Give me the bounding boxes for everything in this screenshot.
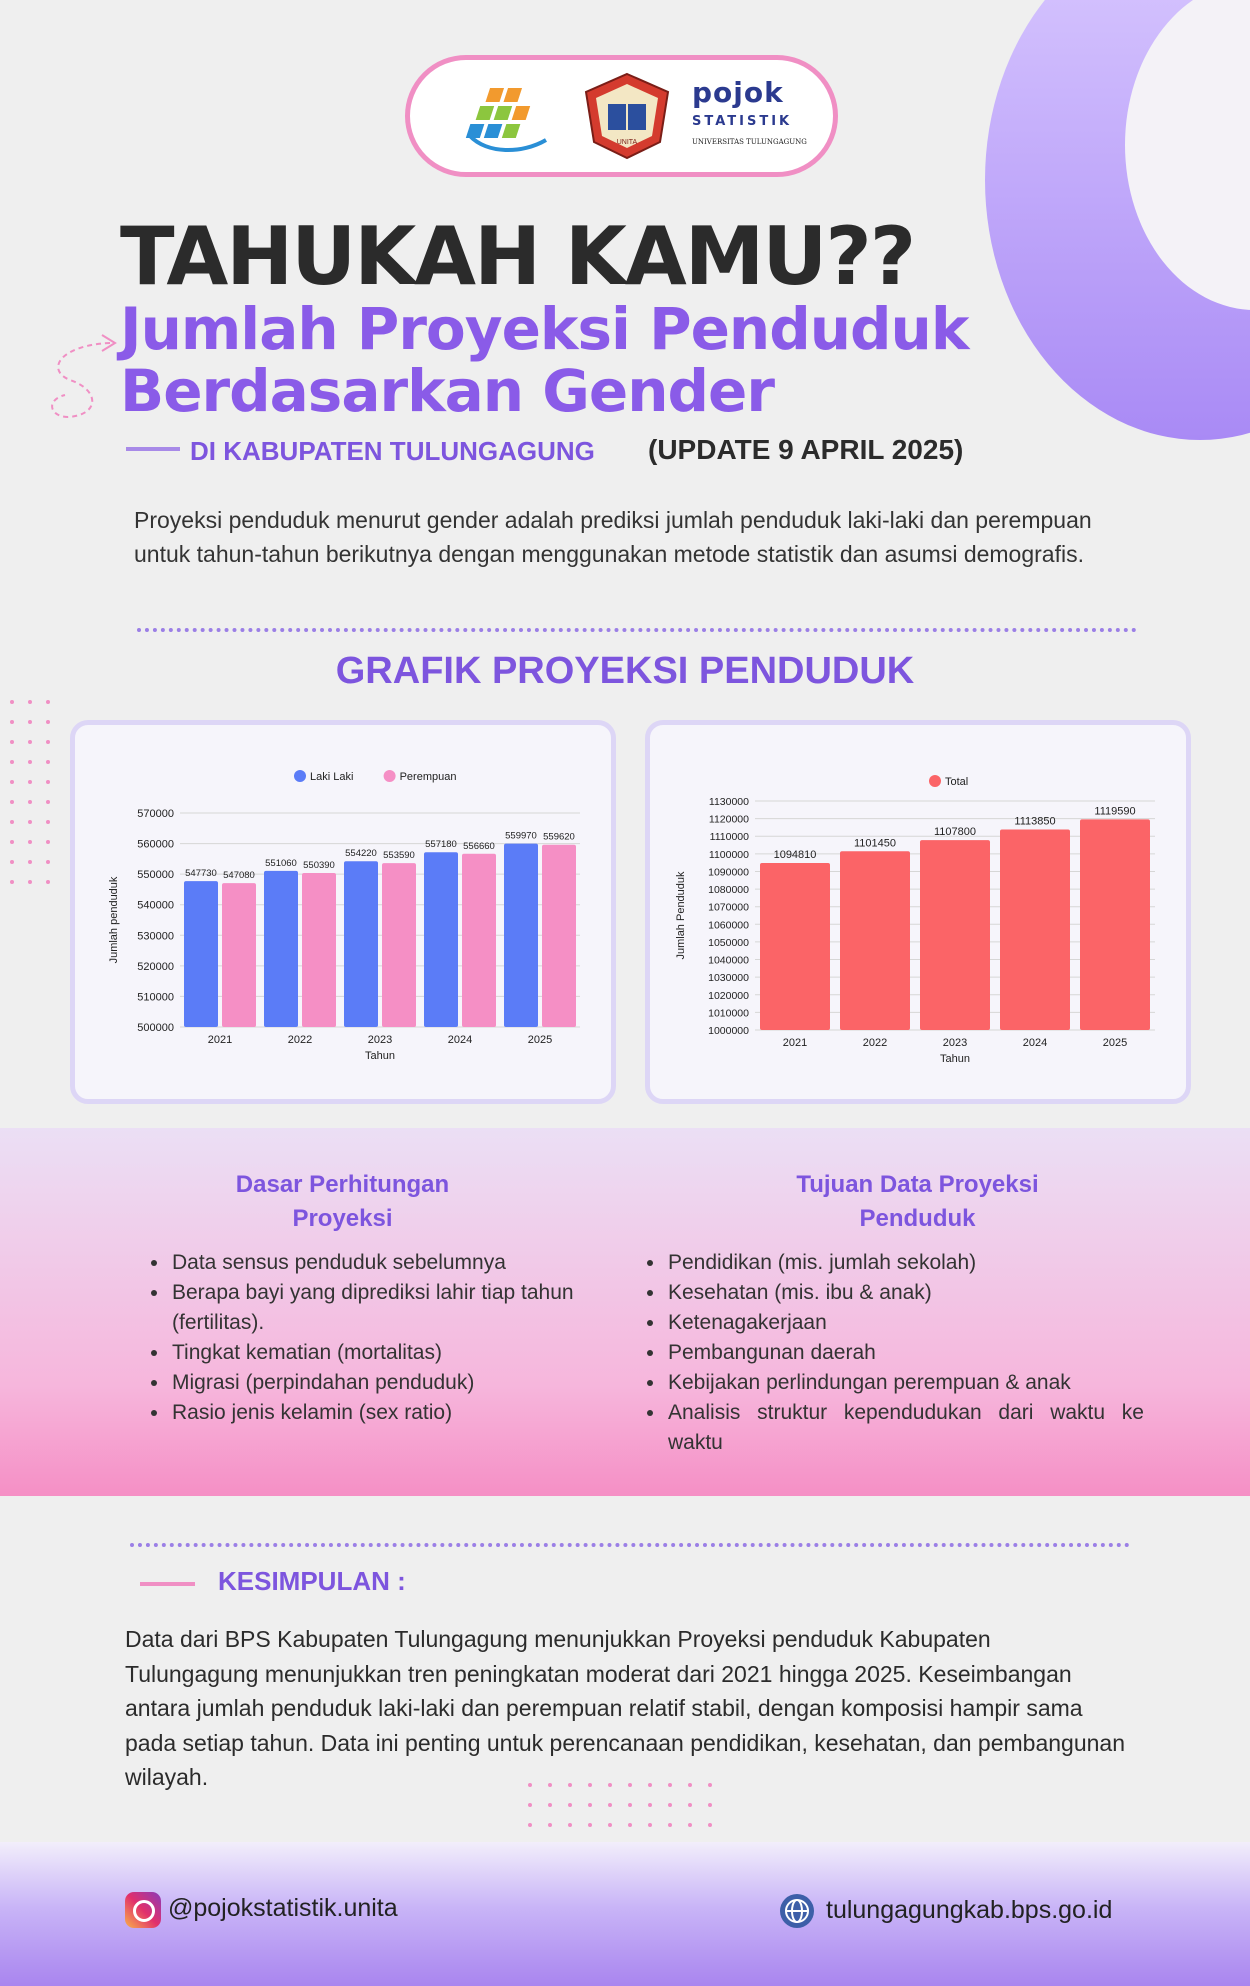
data-label: 557180 xyxy=(425,839,457,851)
legend-swatch xyxy=(294,770,306,782)
tujuan-item: • Ketenagakerjaan xyxy=(666,1308,1144,1338)
x-tick-label: 2022 xyxy=(287,1034,313,1046)
y-axis-title: Jumlah Penduduk xyxy=(675,871,687,960)
data-label: 1119590 xyxy=(1094,805,1136,818)
location-label: DI KABUPATEN TULUNGAGUNG xyxy=(190,436,595,466)
bps-logo xyxy=(462,82,558,158)
legend-label: Laki Laki xyxy=(310,771,354,783)
data-label: 559970 xyxy=(505,830,537,842)
chart-section-title: GRAFIK PROYEKSI PENDUDUK xyxy=(335,650,915,692)
dasar-item: • Migrasi (perpindahan penduduk) xyxy=(170,1368,616,1398)
pojok-logo-subtitle: STATISTIK xyxy=(692,114,793,129)
subtitle-line-2: Berdasarkan Gender xyxy=(120,357,774,425)
instagram-icon xyxy=(125,1892,161,1928)
main-title: TAHUKAH KAMU?? xyxy=(120,210,915,303)
gender-bar-chart xyxy=(75,725,611,1099)
y-tick-label: 1010000 xyxy=(708,1007,749,1020)
bar xyxy=(504,844,538,1027)
data-label: 1107800 xyxy=(933,826,977,839)
pojok-logo-university: UNIVERSITAS TULUNGAGUNG xyxy=(692,138,807,146)
instagram-handle[interactable]: @pojokstatistik.unita xyxy=(168,1894,398,1922)
x-axis-title: Tahun xyxy=(940,1053,970,1065)
y-axis-title: Jumlah penduduk xyxy=(108,876,120,964)
y-tick-label: 1130000 xyxy=(708,796,749,808)
tujuan-item: • Kebijakan perlindungan perempuan & anak xyxy=(666,1368,1144,1398)
dasar-item: • Tingkat kematian (mortalitas) xyxy=(170,1338,616,1368)
data-label: 553590 xyxy=(383,850,415,862)
bar xyxy=(760,863,830,1030)
y-tick-label: 560000 xyxy=(137,838,174,851)
y-tick-label: 550000 xyxy=(137,869,174,882)
legend-swatch xyxy=(384,770,396,782)
bar xyxy=(1080,819,1150,1030)
bar xyxy=(462,854,496,1027)
y-tick-label: 510000 xyxy=(137,991,174,1004)
legend-swatch xyxy=(929,775,941,787)
data-label: 556660 xyxy=(463,840,495,852)
kesimpulan-title: KESIMPULAN : xyxy=(218,1566,406,1596)
bar xyxy=(184,881,218,1027)
total-bar-chart xyxy=(650,725,1186,1099)
y-tick-label: 1120000 xyxy=(708,813,749,826)
unita-logo xyxy=(580,70,674,162)
legend-label: Perempuan xyxy=(399,771,457,783)
decorative-dots-left xyxy=(0,690,60,900)
decorative-arrow xyxy=(40,325,130,425)
bar xyxy=(1000,829,1070,1030)
section-divider xyxy=(137,628,1137,632)
website-link[interactable]: tulungagungkab.bps.go.id xyxy=(826,1896,1113,1924)
location-divider xyxy=(126,447,180,451)
tujuan-title-line-2: Penduduk xyxy=(859,1205,976,1232)
y-tick-label: 540000 xyxy=(137,899,174,912)
y-tick-label: 1080000 xyxy=(708,884,749,897)
data-label: 1113850 xyxy=(1014,815,1056,828)
dasar-list-container xyxy=(136,1248,616,1428)
y-tick-label: 1030000 xyxy=(708,972,749,985)
data-label: 1094810 xyxy=(773,848,817,861)
dasar-item: • Data sensus penduduk sebelumnya xyxy=(170,1248,616,1278)
tujuan-item: • Analisis struktur kependudukan dari waktu ke waktu xyxy=(666,1398,1144,1458)
y-tick-label: 1040000 xyxy=(708,954,749,967)
data-label: 550390 xyxy=(303,859,335,871)
x-tick-label: 2024 xyxy=(1022,1037,1048,1049)
data-label: 547080 xyxy=(223,870,255,882)
bar xyxy=(542,845,576,1027)
x-tick-label: 2025 xyxy=(527,1034,553,1046)
tujuan-item: • Pembangunan daerah xyxy=(666,1338,1144,1368)
y-tick-label: 1110000 xyxy=(709,831,749,844)
data-label: 559620 xyxy=(543,831,575,843)
bar xyxy=(264,871,298,1027)
bar xyxy=(382,863,416,1027)
x-tick-label: 2023 xyxy=(942,1037,968,1049)
y-tick-label: 1060000 xyxy=(708,919,749,932)
y-tick-label: 500000 xyxy=(137,1022,174,1034)
tujuan-item: • Pendidikan (mis. jumlah sekolah) xyxy=(666,1248,1144,1278)
dasar-title xyxy=(170,1168,515,1236)
x-tick-label: 2022 xyxy=(862,1037,888,1049)
bar xyxy=(424,852,458,1027)
tujuan-list xyxy=(632,1248,1144,1458)
dasar-title-line-1: Dasar Perhitungan xyxy=(235,1171,450,1198)
x-tick-label: 2021 xyxy=(207,1034,233,1046)
tujuan-item: • Kesehatan (mis. ibu & anak) xyxy=(666,1278,1144,1308)
y-tick-label: 1020000 xyxy=(708,989,749,1002)
y-tick-label: 1000000 xyxy=(708,1025,749,1037)
update-date: (UPDATE 9 APRIL 2025) xyxy=(648,434,964,465)
bar xyxy=(920,840,990,1030)
y-tick-label: 570000 xyxy=(137,808,174,820)
tujuan-list-container xyxy=(632,1248,1144,1458)
y-tick-label: 530000 xyxy=(137,930,174,943)
x-axis-title: Tahun xyxy=(365,1050,395,1062)
globe-icon xyxy=(780,1894,814,1928)
tujuan-title-line-1: Tujuan Data Proyeksi xyxy=(796,1171,1039,1198)
bar xyxy=(344,861,378,1027)
y-tick-label: 520000 xyxy=(137,960,174,973)
y-tick-label: 1050000 xyxy=(708,936,749,949)
x-tick-label: 2023 xyxy=(367,1034,393,1046)
y-tick-label: 1100000 xyxy=(708,848,749,861)
subtitle-line-1: Jumlah Proyeksi Penduduk xyxy=(120,295,969,363)
dasar-title-line-2: Proyeksi xyxy=(292,1205,393,1232)
dasar-list xyxy=(136,1248,616,1428)
data-label: 1101450 xyxy=(853,837,897,850)
gender-chart-card xyxy=(70,720,616,1104)
dasar-item: • Rasio jenis kelamin (sex ratio) xyxy=(170,1398,616,1428)
kesimpulan-text: Data dari BPS Kabupaten Tulungagung menunjukkan Proyeksi penduduk Kabupaten Tulungagung menunjukkan tren peningkatan moderat dari 2021 hingga 2025. Keseimbangan antara jumlah penduduk laki-laki dan perempuan relatif stabil, dengan komposisi hampir sama pada setiap tahun. Data ini penting untuk perencanaan pendidikan, kesehatan, dan pembangunan wilayah. xyxy=(125,1626,1126,1790)
total-chart-card xyxy=(645,720,1191,1104)
kesimpulan-divider xyxy=(130,1543,1130,1547)
legend-label: Total xyxy=(945,776,969,788)
dasar-item: • Berapa bayi yang diprediksi lahir tiap tahun (fertilitas). xyxy=(170,1278,616,1338)
data-label: 554220 xyxy=(345,848,377,860)
bar xyxy=(840,851,910,1030)
bar xyxy=(222,883,256,1027)
y-tick-label: 1090000 xyxy=(708,866,749,879)
x-tick-label: 2025 xyxy=(1102,1037,1128,1049)
intro-paragraph: Proyeksi penduduk menurut gender adalah prediksi jumlah penduduk laki-laki dan perempuan untuk tahun-tahun berikutnya dengan menggunakan metode statistik dan asumsi demografis. xyxy=(134,507,1092,567)
bar xyxy=(302,873,336,1027)
x-tick-label: 2024 xyxy=(447,1034,473,1046)
x-tick-label: 2021 xyxy=(782,1037,808,1049)
kesimpulan-accent-line xyxy=(140,1582,195,1586)
y-tick-label: 1070000 xyxy=(708,901,749,914)
unita-logo-text: UNITA xyxy=(616,139,638,146)
pojok-logo-title: pojok xyxy=(692,76,784,109)
data-label: 547730 xyxy=(185,868,217,880)
tujuan-title xyxy=(745,1168,1090,1236)
data-label: 551060 xyxy=(265,857,297,869)
